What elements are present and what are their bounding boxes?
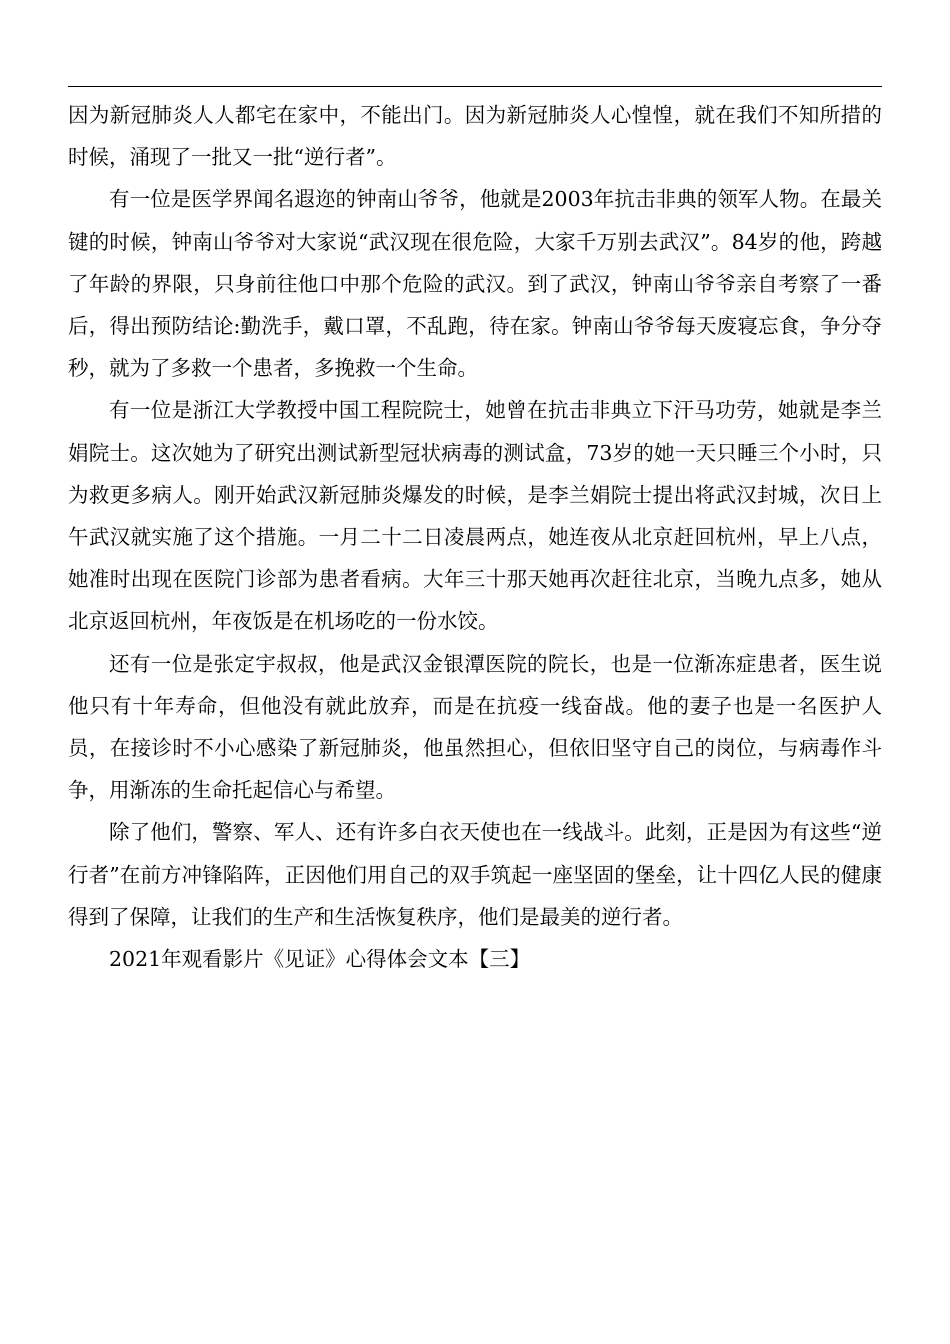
paragraph-4: 还有一位是张定宇叔叔，他是武汉金银潭医院的院长，也是一位渐冻症患者，医生说他只有十年寿命，但他没有就此放弃，而是在抗疫一线奋战。他的妻子也是一名医护人员，在接诊时不小心感染了新冠肺炎，他虽然担心，但依旧坚守自己的岗位，与病毒作斗争，用渐冻的生命托起信心与希望。 xyxy=(68,651,882,803)
document-body xyxy=(68,94,882,980)
paragraph-5: 除了他们，警察、军人、还有许多白衣天使也在一线战斗。此刻，正是因为有这些“逆行者”在前方冲锋陷阵，正因他们用自己的双手筑起一座坚固的堡垒，让十四亿人民的健康得到了保障，让我们的生产和生活恢复秩序，他们是最美的逆行者。 xyxy=(68,820,882,929)
paragraph-3: 有一位是浙江大学教授中国工程院院士，她曾在抗击非典立下汗马功劳，她就是李兰娟院士。这次她为了研究出测试新型冠状病毒的测试盒，73岁的她一天只睡三个小时，只为救更多病人。刚开始武汉新冠肺炎爆发的时候，是李兰娟院士提出将武汉封城，次日上午武汉就实施了这个措施。一月二十二日凌晨两点，她连夜从北京赶回杭州，早上八点，她准时出现在医院门诊部为患者看病。大年三十那天她再次赶往北京，当晚九点多，她从北京返回杭州，年夜饭是在机场吃的一份水饺。 xyxy=(68,398,882,634)
header-rule xyxy=(68,86,882,87)
section-heading: 2021年观看影片《见证》心得体会文本【三】 xyxy=(109,947,531,972)
paragraph-1: 因为新冠肺炎人人都宅在家中，不能出门。因为新冠肺炎人心惶惶，就在我们不知所措的时候，涌现了一批又一批“逆行者”。 xyxy=(68,103,882,170)
paragraph-2: 有一位是医学界闻名遐迩的钟南山爷爷，他就是2003年抗击非典的领军人物。在最关键的时候，钟南山爷爷对大家说“武汉现在很危险，大家千万别去武汉”。84岁的他，跨越了年龄的界限，只身前往他口中那个危险的武汉。到了武汉，钟南山爷爷亲自考察了一番后，得出预防结论:勤洗手，戴口罩，不乱跑，待在家。钟南山爷爷每天废寝忘食，争分夺秒，就为了多救一个患者，多挽救一个生命。 xyxy=(68,187,882,381)
